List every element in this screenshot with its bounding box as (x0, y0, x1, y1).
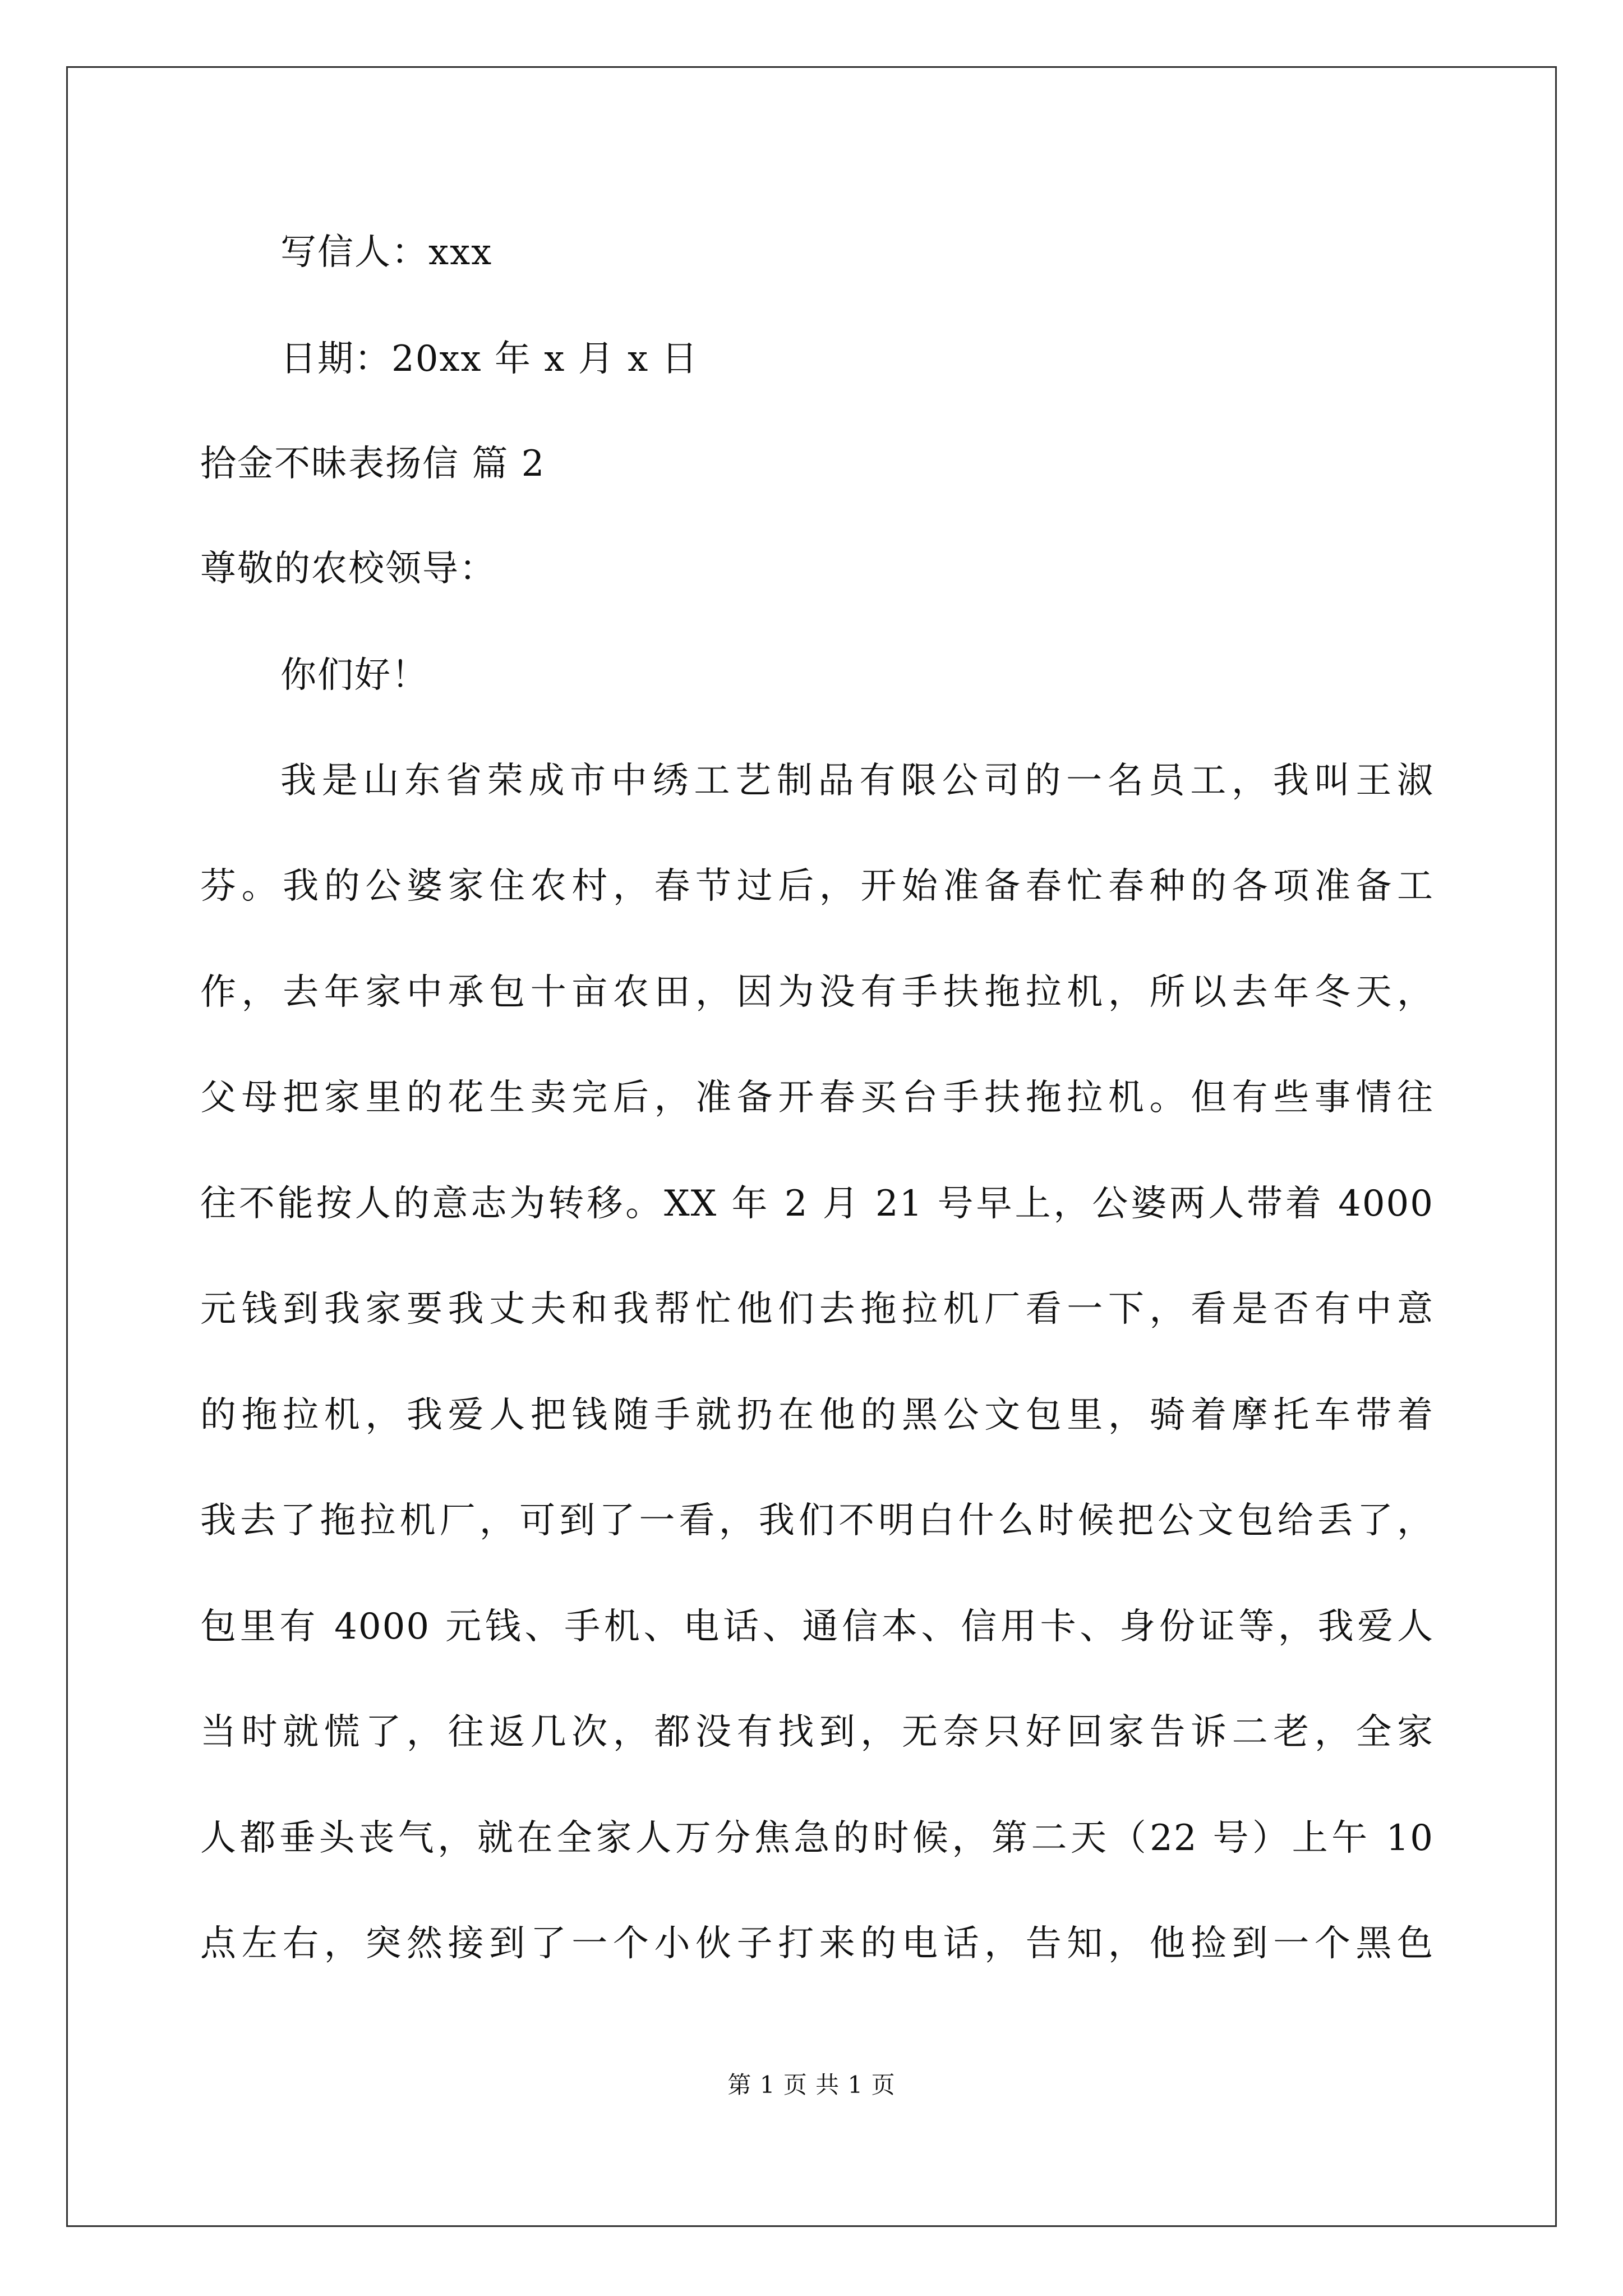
salutation: 尊敬的农校领导： (200, 548, 496, 590)
body-line: 的拖拉机，我爱人把钱随手就扔在他的黑公文包里，骑着摩托车带着 (200, 1395, 1434, 1436)
body-line: 包里有 4000 元钱、手机、电话、通信本、信用卡、身份证等，我爱人 (200, 1606, 1434, 1648)
body-line: 父母把家里的花生卖完后，准备开春买台手扶拖拉机。但有些事情往 (200, 1077, 1434, 1119)
body-line: 我是山东省荣成市中绣工艺制品有限公司的一名员工，我叫王淑 (280, 760, 1434, 802)
body-line: 人都垂头丧气，就在全家人万分焦急的时候，第二天（22 号）上午 10 (200, 1818, 1434, 1859)
body-line: 作，去年家中承包十亩农田，因为没有手扶拖拉机，所以去年冬天， (200, 972, 1434, 1013)
body-line: 元钱到我家要我丈夫和我帮忙他们去拖拉机厂看一下，看是否有中意 (200, 1289, 1434, 1330)
body-line: 当时就慌了，往返几次，都没有找到，无奈只好回家告诉二老，全家 (200, 1711, 1434, 1753)
body-line: 往不能按人的意志为转移。XX 年 2 月 21 号早上，公婆两人带着 4000 (200, 1183, 1434, 1225)
body-line: 点左右，突然接到了一个小伙子打来的电话，告知，他捡到一个黑色 (200, 1923, 1434, 1964)
greeting: 你们好！ (280, 655, 428, 696)
page-border (66, 66, 1557, 2227)
page-number-footer: 第 1 页 共 1 页 (727, 2071, 896, 2099)
body-line: 芬。我的公婆家住农村，春节过后，开始准备春忙春种的各项准备工 (200, 866, 1434, 907)
body-line: 我去了拖拉机厂，可到了一看，我们不明白什么时候把公文包给丢了， (200, 1500, 1434, 1542)
section-title: 拾金不昧表扬信 篇 2 (200, 443, 546, 485)
date-line: 日期：20xx 年 x 月 x 日 (280, 338, 699, 380)
writer-line: 写信人：xxx (280, 232, 493, 273)
